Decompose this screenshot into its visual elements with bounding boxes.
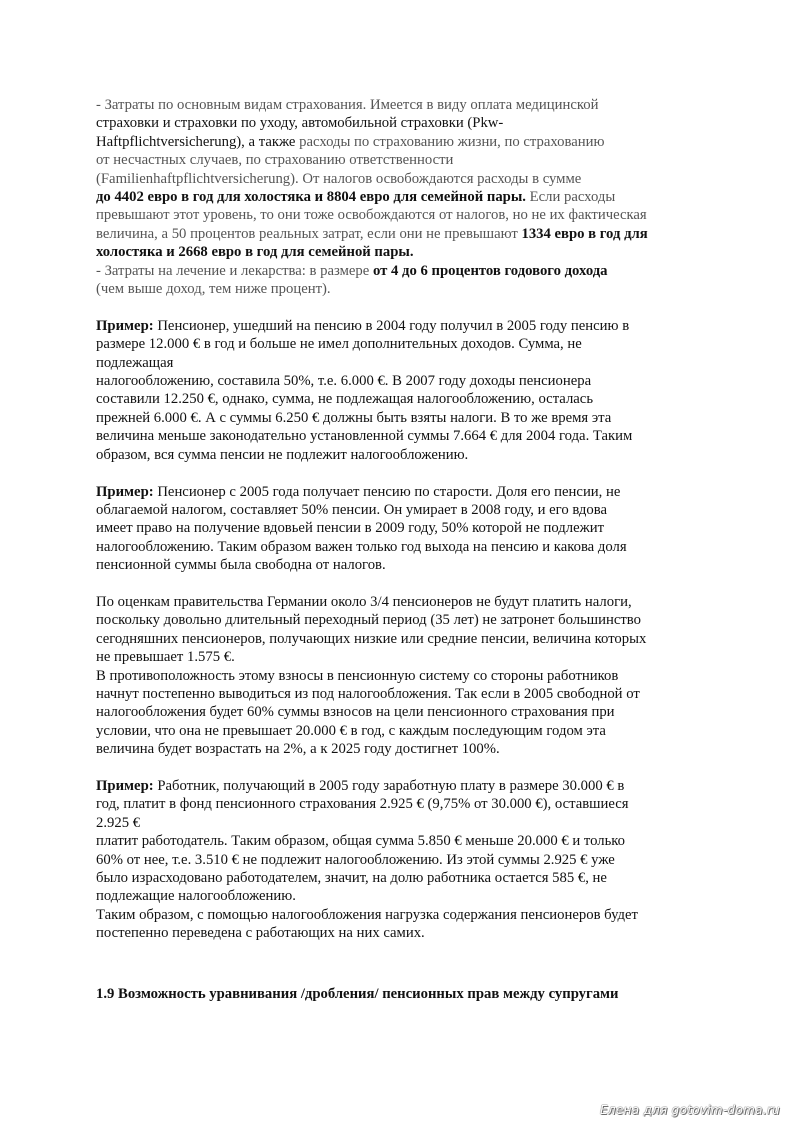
bold-text: холостяка и 2668 евро в год для семейной пары. bbox=[96, 244, 414, 261]
text-line bbox=[96, 280, 716, 298]
text-segment: страховки и страховки по уходу, автомобильной страховки (Pkw- bbox=[96, 115, 504, 132]
text-segment: Если расходы bbox=[525, 189, 616, 206]
paragraph-gap bbox=[96, 298, 716, 316]
text-segment: от несчастных случаев, по страхованию ответственности bbox=[96, 152, 454, 169]
text-line bbox=[96, 906, 716, 924]
text-line bbox=[96, 133, 716, 151]
text-segment: превышают этот уровень, то они тоже освобождаются от налогов, но не их фактическая bbox=[96, 207, 647, 224]
section-heading: 1.9 Возможность уравнивания /дробления/ пенсионных прав между супругами bbox=[96, 986, 619, 1002]
text-segment: налогообложению, составила 50%, т.е. 6.000 €. В 2007 году доходы пенсионера bbox=[96, 373, 592, 390]
text-line bbox=[96, 795, 716, 813]
bold-text: Пример: bbox=[96, 317, 154, 334]
text-segment: подлежащая bbox=[96, 354, 174, 371]
text-line bbox=[96, 354, 716, 372]
text-segment: (Familienhaftpflichtversicherung). От налогов освобождаются расходы в сумме bbox=[96, 170, 582, 187]
text-line bbox=[96, 869, 716, 887]
text-line bbox=[96, 777, 716, 795]
text-segment: Haftpflichtversicherung), а также bbox=[96, 133, 300, 150]
text-line bbox=[96, 685, 716, 703]
text-segment: облагаемой налогом, составляет 50% пенсии. Он умирает в 2008 году, и его вдова bbox=[96, 501, 607, 518]
bold-text: Пример: bbox=[96, 483, 154, 500]
text-line bbox=[96, 648, 716, 666]
text-line bbox=[96, 501, 716, 519]
text-line bbox=[96, 483, 716, 501]
text-segment: прежней 6.000 €. А с суммы 6.250 € должны быть взяты налоги. В то же время эта bbox=[96, 409, 612, 426]
text-segment: имеет право на получение вдовьей пенсии в 2009 году, 50% которой не подлежит bbox=[96, 520, 605, 537]
bold-text: до 4402 евро в год для холостяка и 8804 евро для семейной пары. bbox=[96, 189, 526, 206]
text-segment: величина, а 50 процентов реальных затрат, если они не превышают bbox=[96, 225, 522, 242]
text-line bbox=[96, 519, 716, 537]
text-segment: Пенсионер, ушедший на пенсию в 2004 году получил в 2005 году пенсию в bbox=[153, 317, 630, 334]
text-line bbox=[96, 427, 716, 445]
text-line bbox=[96, 262, 716, 280]
watermark: Елена для gotovim-doma.ru bbox=[600, 1103, 780, 1117]
text-segment: подлежащие налогообложению. bbox=[96, 888, 296, 905]
text-line bbox=[96, 372, 716, 390]
bold-text: Пример: bbox=[96, 777, 154, 794]
text-segment: начнут постепенно выводиться из под налогообложения. Так если в 2005 свободной от bbox=[96, 685, 640, 702]
text-segment: величина меньше законодательно установленной суммы 7.664 € для 2004 года. Таким bbox=[96, 428, 633, 445]
text-line bbox=[96, 188, 716, 206]
text-segment: расходы по страхованию жизни, по страхованию bbox=[299, 133, 605, 150]
text-segment: не превышает 1.575 €. bbox=[96, 649, 235, 666]
paragraph-gap bbox=[96, 759, 716, 777]
paragraph-gap bbox=[96, 464, 716, 482]
text-line bbox=[96, 538, 716, 556]
document-body bbox=[96, 96, 716, 943]
text-line bbox=[96, 667, 716, 685]
text-line bbox=[96, 593, 716, 611]
text-segment: величина будет возрастать на 2%, а к 2025 году достигнет 100%. bbox=[96, 741, 500, 758]
text-segment: было израсходовано работодателем, значит, на долю работника остается 585 €, не bbox=[96, 870, 607, 886]
text-line bbox=[96, 114, 716, 132]
text-line bbox=[96, 317, 716, 335]
text-segment: - Затраты по основным видам страхования. Имеется в виду оплата медицинской bbox=[96, 97, 599, 113]
text-line bbox=[96, 851, 716, 869]
paragraph-gap bbox=[96, 575, 716, 593]
text-segment: год, платит в фонд пенсионного страхования 2.925 € (9,75% от 30.000 €), оставшиеся bbox=[96, 796, 629, 813]
text-line bbox=[96, 887, 716, 905]
bold-text: от 4 до 6 процентов годового дохода bbox=[372, 262, 608, 279]
text-line bbox=[96, 151, 716, 169]
text-segment: 60% от нее, т.е. 3.510 € не подлежит налогообложению. Из этой суммы 2.925 € уже bbox=[96, 851, 615, 868]
text-line bbox=[96, 703, 716, 721]
text-line bbox=[96, 722, 716, 740]
text-segment: По оценкам правительства Германии около 3/4 пенсионеров не будут платить налоги, bbox=[96, 593, 632, 610]
text-segment: В противоположность этому взносы в пенсионную систему со стороны работников bbox=[96, 667, 619, 684]
text-line bbox=[96, 206, 716, 224]
text-line bbox=[96, 556, 716, 574]
text-line bbox=[96, 96, 716, 114]
text-line bbox=[96, 243, 716, 261]
text-segment: пенсионной суммы была свободна от налогов. bbox=[96, 557, 386, 574]
text-line bbox=[96, 740, 716, 758]
text-line bbox=[96, 630, 716, 648]
text-segment: налогообложению. Таким образом важен только год выхода на пенсию и какова доля bbox=[96, 538, 627, 555]
text-segment: - Затраты на лечение и лекарства: в размере bbox=[96, 262, 373, 279]
text-line bbox=[96, 390, 716, 408]
text-line bbox=[96, 335, 716, 353]
text-segment: 2.925 € bbox=[96, 814, 141, 831]
text-line bbox=[96, 924, 716, 942]
text-segment: Работник, получающий в 2005 году заработную плату в размере 30.000 € в bbox=[153, 777, 625, 794]
text-segment: поскольку довольно длительный переходный период (35 лет) не затронет большинство bbox=[96, 612, 641, 629]
text-segment: условии, что она не превышает 20.000 € в год, с каждым последующим годом эта bbox=[96, 722, 606, 739]
text-segment: составили 12.250 €, однако, сумма, не подлежащая налогообложению, осталась bbox=[96, 391, 594, 408]
text-segment: сегодняшних пенсионеров, получающих низкие или средние пенсии, величина которых bbox=[96, 630, 647, 647]
text-segment: Пенсионер с 2005 года получает пенсию по старости. Доля его пенсии, не bbox=[153, 483, 621, 500]
text-line bbox=[96, 611, 716, 629]
text-line bbox=[96, 446, 716, 464]
text-line bbox=[96, 832, 716, 850]
text-line bbox=[96, 225, 716, 243]
text-segment: постепенно переведена с работающих на них самих. bbox=[96, 925, 425, 942]
text-segment: образом, вся сумма пенсии не подлежит налогообложению. bbox=[96, 446, 469, 463]
text-line bbox=[96, 409, 716, 427]
text-segment: размере 12.000 € в год и больше не имел дополнительных доходов. Сумма, не bbox=[96, 336, 582, 353]
text-segment: платит работодатель. Таким образом, общая сумма 5.850 € меньше 20.000 € и только bbox=[96, 833, 626, 850]
text-segment: налогообложения будет 60% суммы взносов на цели пенсионного страхования при bbox=[96, 704, 615, 721]
text-line bbox=[96, 814, 716, 832]
text-segment: (чем выше доход, тем ниже процент). bbox=[96, 281, 331, 298]
text-segment: Таким образом, с помощью налогообложения нагрузка содержания пенсионеров будет bbox=[96, 906, 638, 923]
text-line bbox=[96, 170, 716, 188]
bold-text: 1334 евро в год для bbox=[521, 225, 648, 242]
